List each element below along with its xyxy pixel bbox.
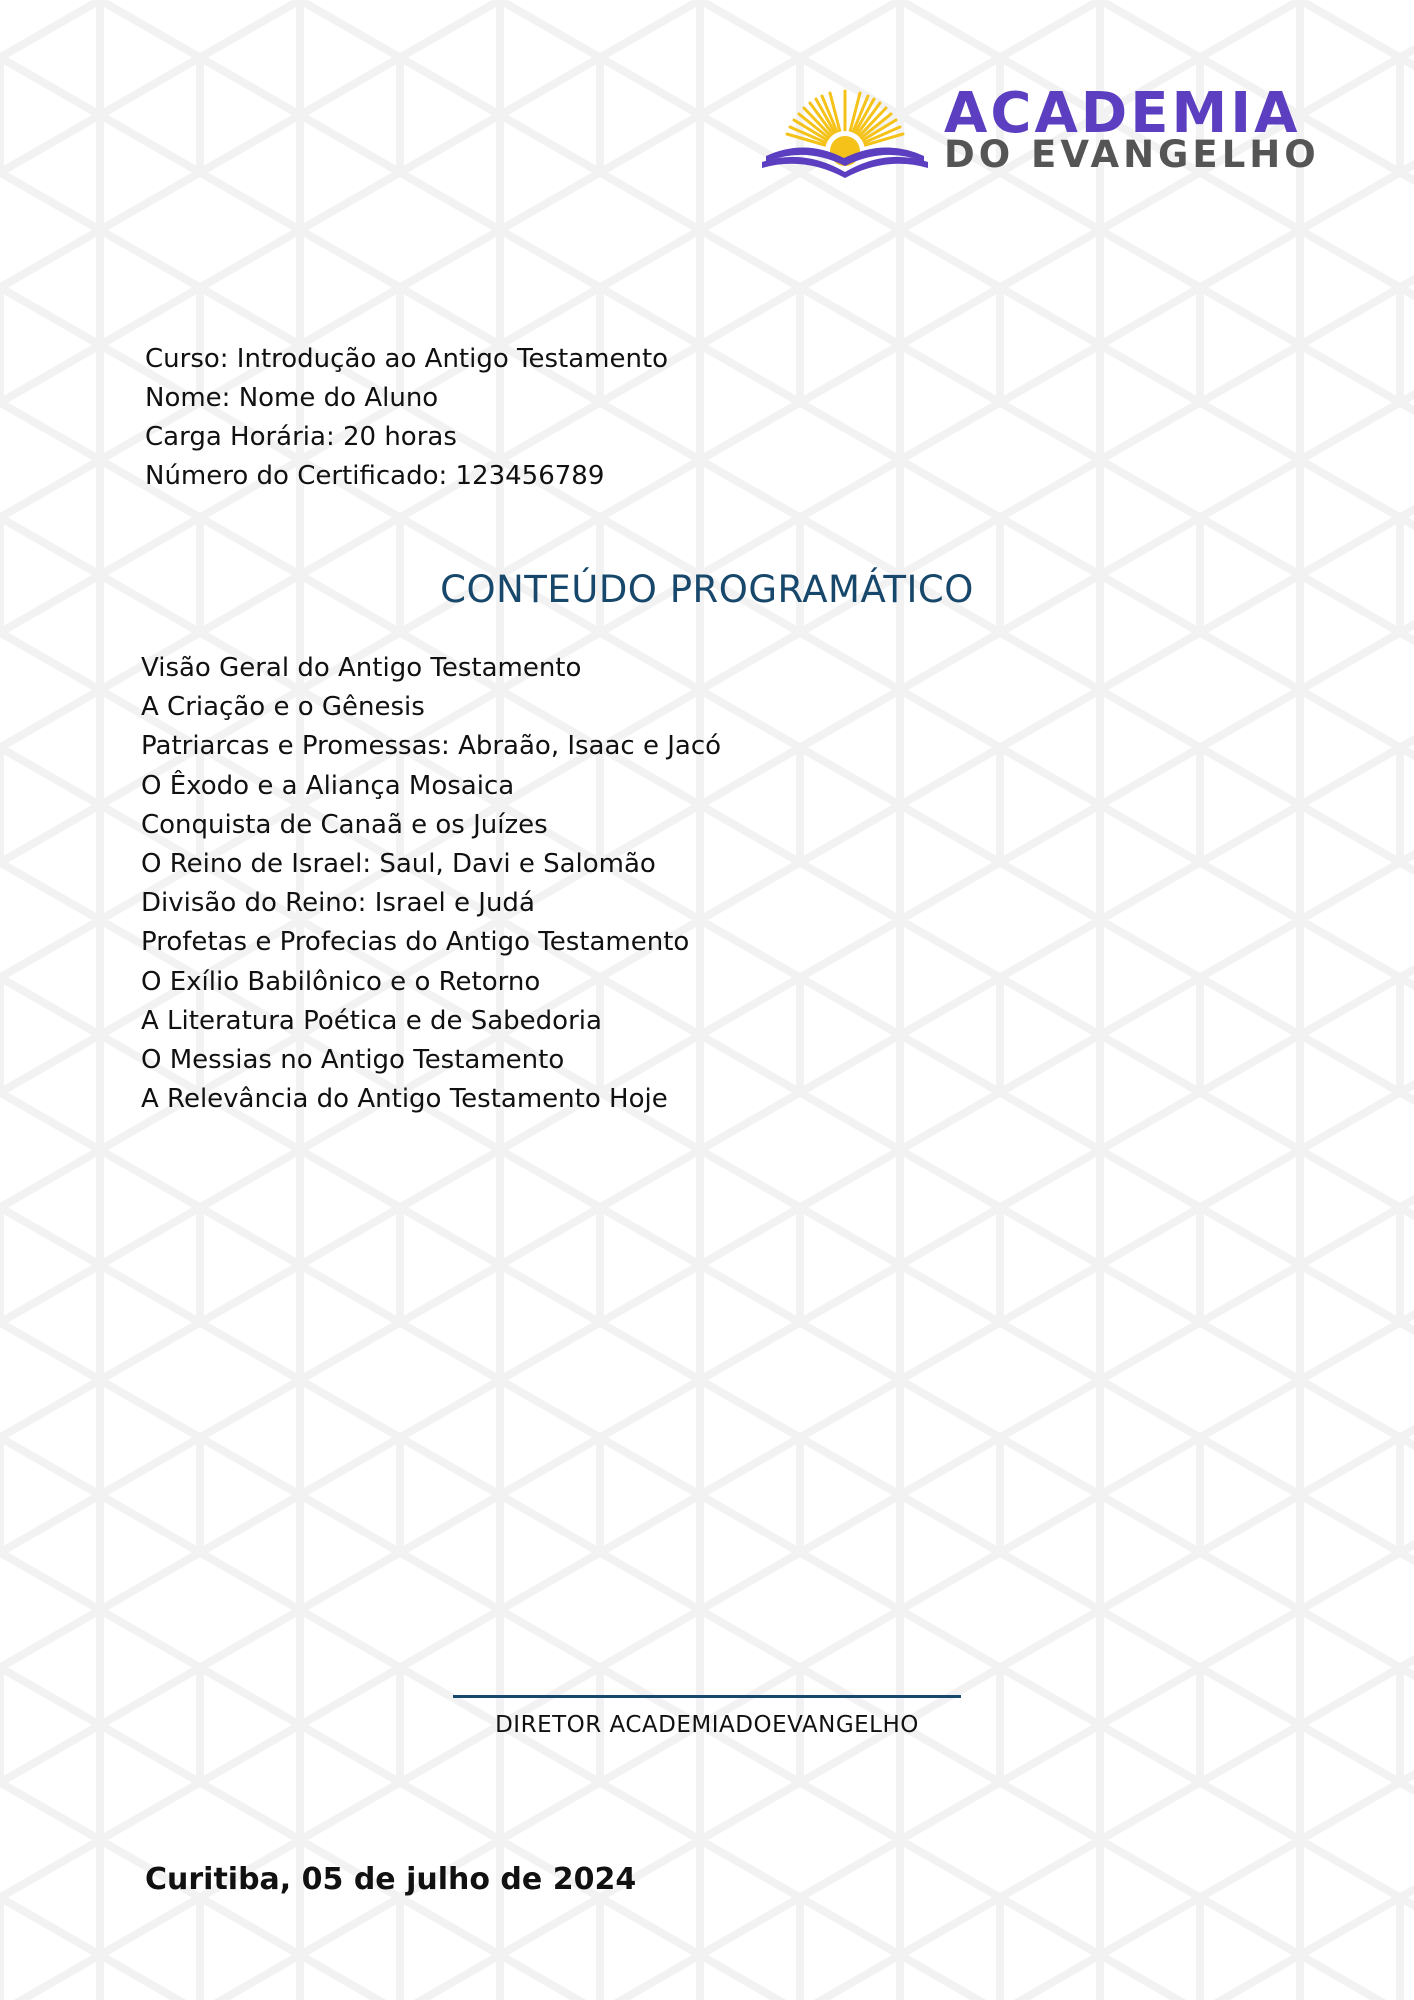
list-item: Divisão do Reino: Israel e Judá [141,888,535,919]
academy-logo [760,81,1320,186]
logo-subtitle: DO EVANGELHO [944,133,1320,176]
list-item: Profetas e Profecias do Antigo Testamento [141,927,690,958]
certificate-number-line: Número do Certificado: 123456789 [145,461,605,491]
student-info [145,340,668,496]
list-item: Visão Geral do Antigo Testamento [141,653,582,683]
list-item: A Literatura Poética e de Sabedoria [141,1005,602,1036]
list-item: O Exílio Babilônico e o Retorno [141,966,541,997]
topics-list [141,649,721,1119]
list-item: Patriarcas e Promessas: Abraão, Isaac e Jacó [141,731,722,762]
logo-title: ACADEMIA [944,81,1301,146]
list-item: O Reino de Israel: Saul, Davi e Salomão [141,849,656,880]
list-item: Conquista de Canaã e os Juízes [141,809,548,840]
signature-block [0,1695,1414,1738]
student-name-line: Nome: Nome do Aluno [145,383,439,413]
course-line: Curso: Introdução ao Antigo Testamento [145,344,669,374]
list-item: A Relevância do Antigo Testamento Hoje [141,1084,668,1115]
open-book-sunrise-icon [760,86,930,186]
list-item: A Criação e o Gênesis [141,692,425,723]
signature-line [453,1695,961,1698]
workload-line: Carga Horária: 20 horas [145,422,457,452]
signature-label: DIRETOR ACADEMIADOEVANGELHO [495,1712,919,1738]
issue-date: Curitiba, 05 de julho de 2024 [145,1862,637,1897]
list-item: O Êxodo e a Aliança Mosaica [141,770,515,801]
list-item: O Messias no Antigo Testamento [141,1045,565,1076]
section-title: CONTEÚDO PROGRAMÁTICO [440,568,974,611]
